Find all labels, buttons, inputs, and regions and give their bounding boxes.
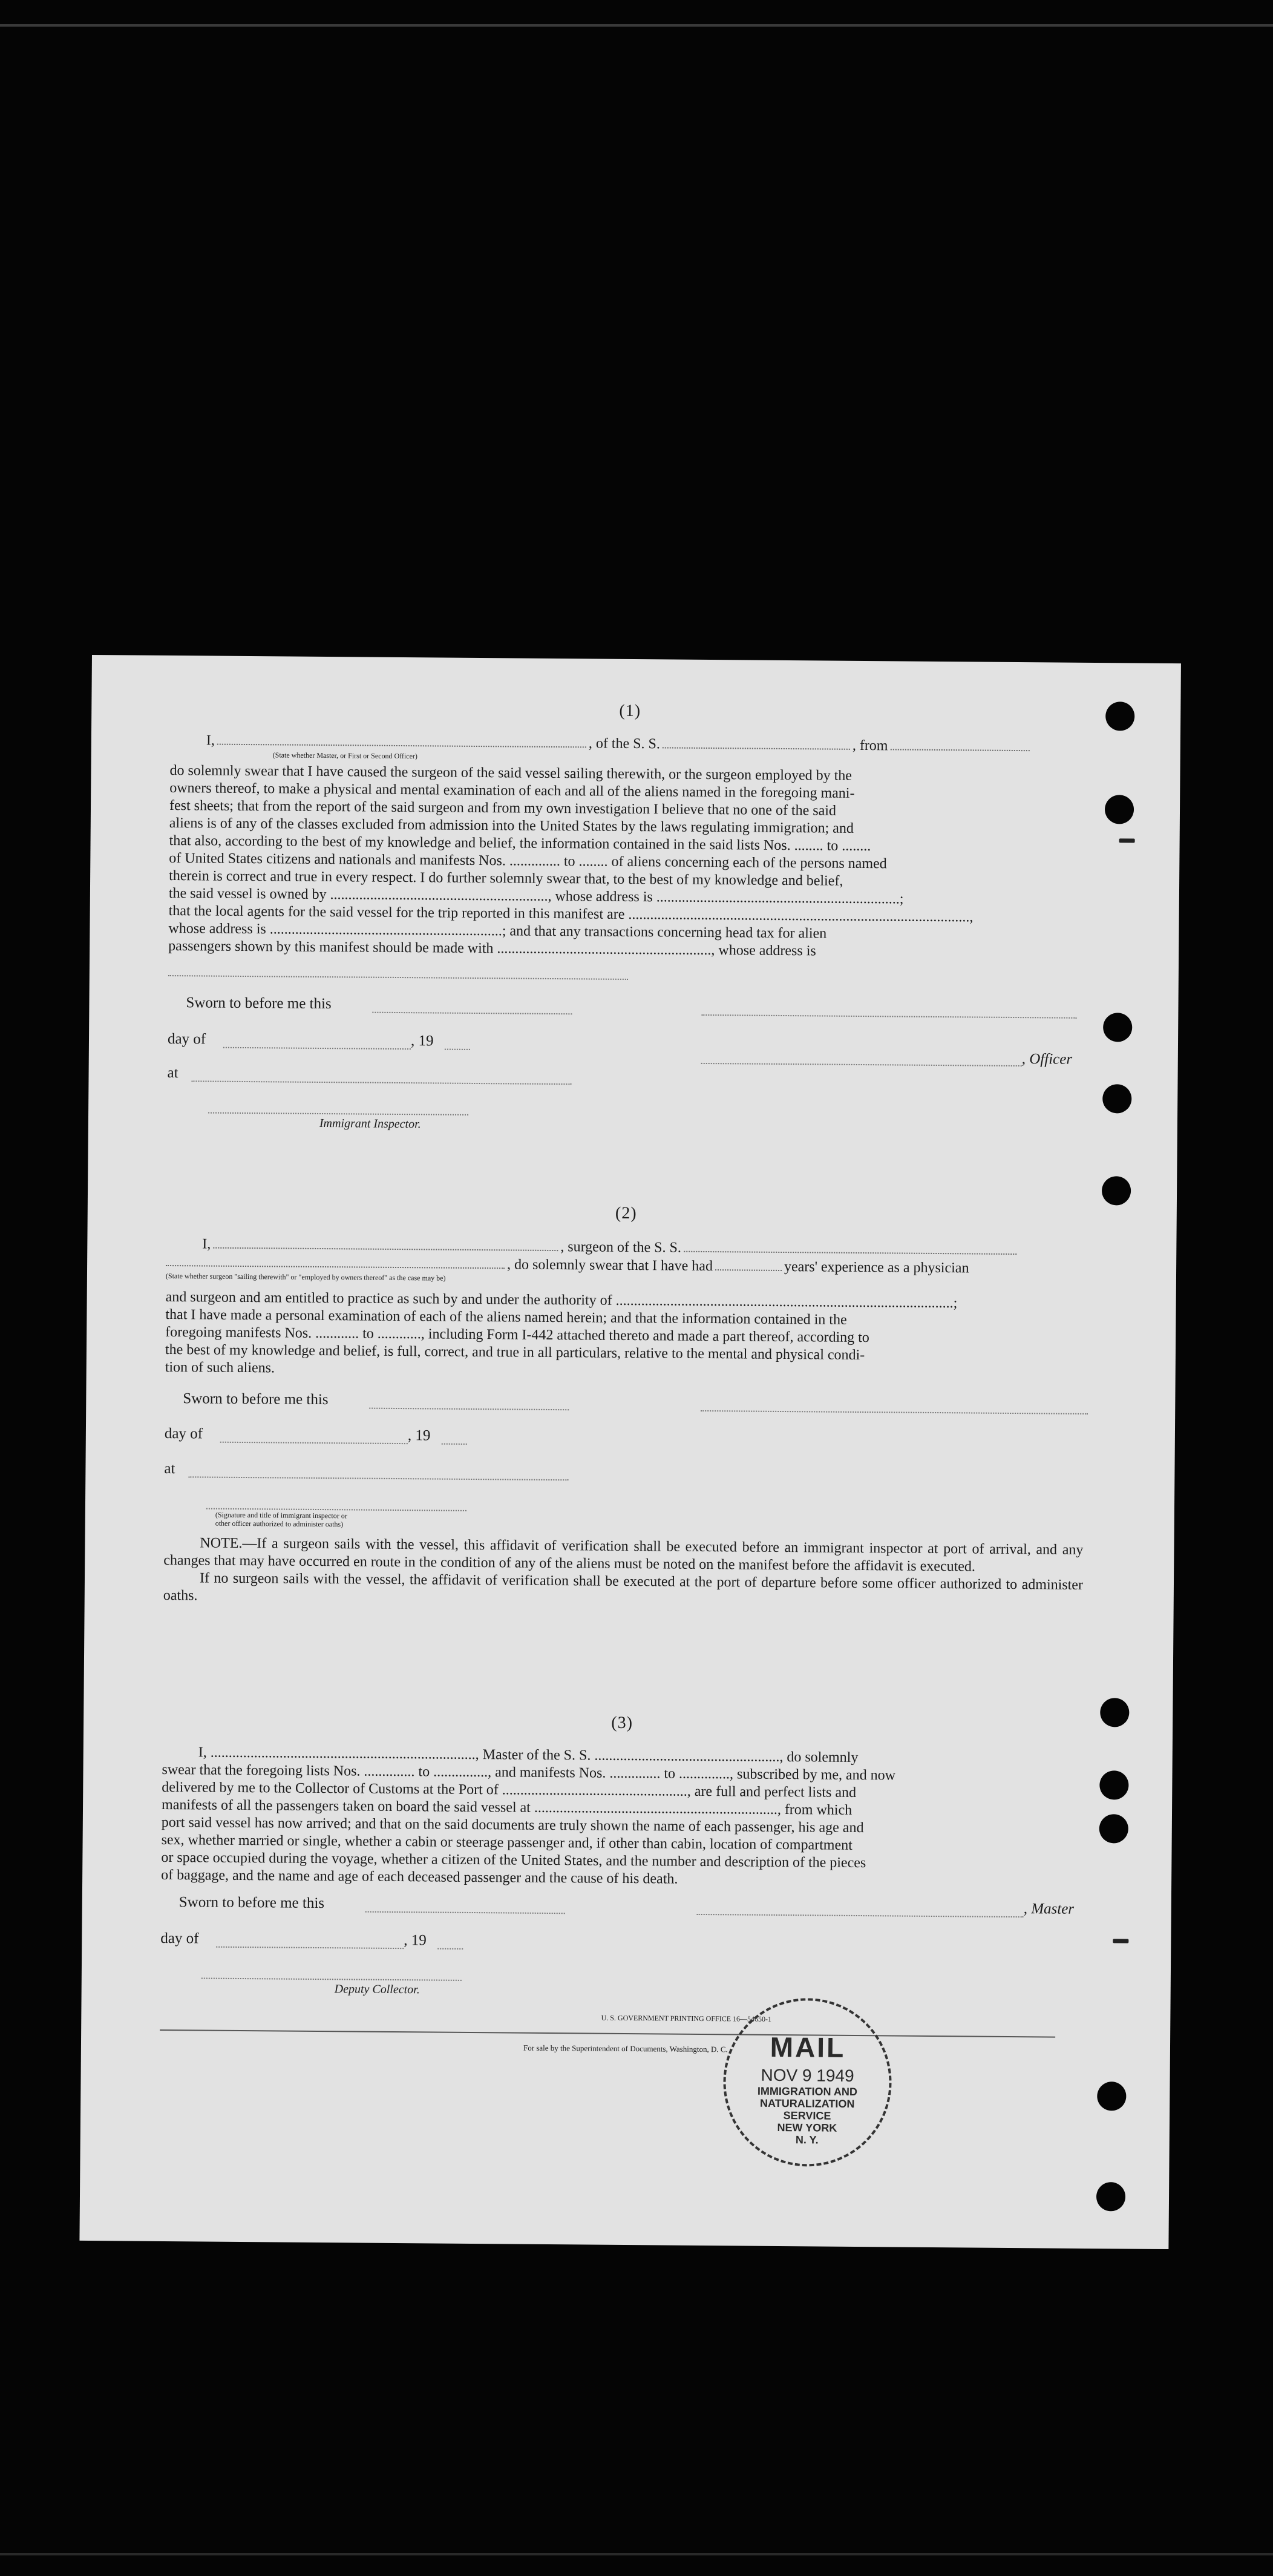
deputy-collector-label: Deputy Collector.	[334, 1982, 420, 1997]
year-label: , 19	[404, 1932, 427, 1949]
text-line: port said vessel has now arrived; and that on the said documents are truly shown the name of each passenger, his age and	[161, 1814, 864, 1836]
blank-field	[223, 1047, 411, 1050]
year-label: , 19	[410, 1033, 434, 1050]
sworn-label: Sworn to before me this	[183, 1390, 329, 1408]
at-label: at	[167, 1065, 178, 1082]
punch-hole	[1102, 1084, 1131, 1113]
blank-field	[369, 1408, 569, 1411]
day-of-label: day of	[160, 1930, 199, 1947]
blank-field	[188, 1476, 568, 1480]
punch-hole	[1096, 2182, 1125, 2211]
oath-line-from: , from	[852, 737, 888, 754]
text-line: of United States citizens and nationals and manifests Nos. .............. to ........ of aliens concerning each of the persons named	[169, 850, 887, 872]
text-line: swear that the foregoing lists Nos. .............. to ..............., and manifests Nos. .............. to .............., subscribed by me, and now	[162, 1761, 896, 1784]
section-2-body	[165, 1289, 1085, 1384]
punch-hole	[1100, 1698, 1129, 1727]
stamp-text: NATURALIZATION	[760, 2097, 855, 2110]
blank-field	[191, 1080, 571, 1085]
blank-field	[442, 1444, 467, 1445]
printing-office-line: U. S. GOVERNMENT PRINTING OFFICE 16—54650-1	[601, 2013, 772, 2023]
stamp-mail-text: MAIL	[770, 2031, 846, 2063]
section-2-heading: (2)	[615, 1203, 637, 1223]
stamp-date: NOV 9 1949	[761, 2065, 854, 2085]
text-line: owners thereof, to make a physical and mental examination of each and all of the aliens named in the foregoing mani-	[169, 780, 855, 801]
officer-signature-line	[701, 1014, 1076, 1019]
address-blank	[168, 975, 628, 980]
text-line: therein is correct and true in every respect. I do further solemnly swear that, to the best of my knowledge and belief,	[169, 868, 843, 889]
blank-field	[890, 739, 1029, 751]
blank-field	[715, 1260, 782, 1271]
oath-line-vessel: , of the S. S.	[588, 735, 660, 752]
punch-hole	[1105, 702, 1134, 731]
blank-field	[365, 1911, 565, 1914]
note-paragraph-2: If no surgeon sails with the vessel, the affidavit of verification shall be executed at the port of departure before some officer authorized to administer oaths.	[163, 1570, 1084, 1604]
edge-mark	[1113, 1939, 1128, 1943]
blank-field	[437, 1948, 463, 1950]
text-line: tion of such aliens.	[165, 1359, 275, 1376]
text-line: that the local agents for the said vessel for the trip reported in this manifest are ..............................................................................................,	[168, 903, 974, 925]
text-line: do solemnly swear that I have caused the surgeon of the said vessel sailing therewith, or the surgeon employed by the	[169, 763, 852, 784]
officer-rank-note: (State whether Master, or First or Second Officer)	[272, 751, 417, 761]
blank-field	[684, 1241, 1016, 1255]
day-of-label: day of	[164, 1425, 203, 1442]
text-line: fest sheets; that from the report of the said surgeon and from my own investigation I believe that no one of the said	[169, 798, 837, 819]
footer-rule	[160, 2029, 1055, 2038]
oath-line-start: I,	[206, 732, 215, 749]
surgeon-of-ship: , surgeon of the S. S.	[560, 1239, 682, 1256]
stamp-text: SERVICE	[783, 2109, 831, 2122]
text-line: passengers shown by this manifest should be made with ..........................................................., whose address is	[168, 938, 816, 959]
section-1-heading: (1)	[619, 701, 641, 721]
day-of-label: day of	[167, 1031, 206, 1048]
text-line: sex, whether married or single, whether a cabin or steerage passenger and, if other than cabin, location of compartment	[161, 1832, 852, 1853]
blank-field	[217, 734, 586, 748]
section-2-notes	[163, 1534, 1084, 1612]
text-line: manifests of all the passengers taken on board the said vessel at ..................................................................., from which	[161, 1796, 852, 1818]
blank-field	[166, 1255, 505, 1269]
section-3-body	[161, 1744, 1082, 1891]
officer-label: , Officer	[1021, 1051, 1073, 1068]
section-1-body	[168, 762, 1089, 962]
section-3-heading: (3)	[611, 1713, 633, 1733]
document-sheet	[79, 655, 1181, 2249]
experience-text: , do solemnly swear that I have had	[507, 1257, 713, 1275]
text-line: that also, according to the best of my knowledge and belief, the information contained in the said lists Nos. ........ to ........	[169, 833, 871, 855]
punch-hole	[1099, 1814, 1128, 1843]
oath-line-start: I,	[202, 1236, 211, 1252]
text-line: whose address is ................................................................; and that any transactions concerning head tax for alien	[168, 921, 827, 942]
surgeon-signature-line	[701, 1410, 1088, 1414]
master-label: , Master	[1023, 1901, 1075, 1917]
blank-field	[445, 1049, 470, 1050]
at-label: at	[164, 1460, 175, 1477]
mail-stamp	[722, 1997, 892, 2167]
sworn-label: Sworn to before me this	[186, 994, 332, 1013]
punch-hole	[1097, 2082, 1126, 2111]
film-top-edge	[0, 24, 1273, 27]
year-label: , 19	[407, 1427, 431, 1444]
for-sale-line: For sale by the Superintendent of Documents, Washington, D. C.	[523, 2043, 728, 2054]
officer-title-line	[701, 1063, 1022, 1066]
stamp-text: NEW YORK	[777, 2121, 837, 2134]
experience-text-end: years' experience as a physician	[784, 1259, 969, 1276]
text-line: of baggage, and the name and age of each deceased passenger and the cause of his death.	[161, 1867, 678, 1887]
text-line: the said vessel is owned by ............................................................, whose address is ...................................................................;	[168, 886, 904, 907]
blank-field	[663, 737, 850, 749]
blank-field	[213, 1238, 558, 1251]
text-line: aliens is of any of the classes excluded from admission into the United States by the laws regulating immigration; and	[169, 815, 854, 836]
stamp-text: IMMIGRATION AND	[757, 2085, 857, 2098]
blank-field	[216, 1947, 404, 1949]
signature-note-1: (Signature and title of immigrant inspector or	[215, 1510, 347, 1520]
signature-note-2: other officer authorized to administer oaths)	[215, 1519, 344, 1529]
punch-hole	[1105, 795, 1134, 824]
surgeon-type-note: (State whether surgeon "sailing therewith" or "employed by owners thereof" as the case may be)	[165, 1271, 446, 1283]
text-line: the best of my knowledge and belief, is full, correct, and true in all particulars, relative to the mental and physical condi-	[165, 1341, 865, 1364]
inspector-signature-line	[208, 1112, 468, 1116]
text-line: foregoing manifests Nos. ............ to ............, including Form I-442 attached thereto and made a part thereof, according to	[165, 1324, 869, 1346]
text-line: and surgeon and am entitled to practice as such by and under the authority of .............................................................................................;	[165, 1289, 958, 1312]
note-paragraph-1: NOTE.—If a surgeon sails with the vessel, this affidavit of verification shall be executed before an immigrant inspector at port of arrival, and any changes that may have occurred en route in the condition of any of the aliens must be noted on the manifest before the affidavit is executed.	[163, 1535, 1084, 1575]
text-line: delivered by me to the Collector of Customs at the Port of ..................................................., are full and perfect lists and	[162, 1779, 857, 1801]
deputy-signature-line	[201, 1977, 462, 1980]
stamp-text: N. Y.	[795, 2134, 819, 2146]
text-line: that I have made a personal examination of each of the aliens named herein; and that the information contained in the	[165, 1306, 847, 1328]
edge-mark	[1119, 838, 1135, 843]
punch-hole	[1103, 1013, 1132, 1042]
blank-field	[220, 1442, 408, 1444]
sworn-label: Sworn to before me this	[178, 1894, 325, 1912]
punch-hole	[1102, 1176, 1131, 1205]
punch-hole	[1099, 1770, 1128, 1799]
master-signature-line	[697, 1914, 1024, 1917]
film-bottom-edge	[0, 2553, 1273, 2555]
immigrant-inspector-label: Immigrant Inspector.	[319, 1116, 421, 1131]
text-line: I, ........................................................................., Master of the S. S. ..................................................., do solemnly	[198, 1744, 859, 1766]
blank-field	[372, 1012, 572, 1015]
text-line: or space occupied during the voyage, whether a citizen of the United States, and the number and description of the pieces	[161, 1849, 866, 1871]
